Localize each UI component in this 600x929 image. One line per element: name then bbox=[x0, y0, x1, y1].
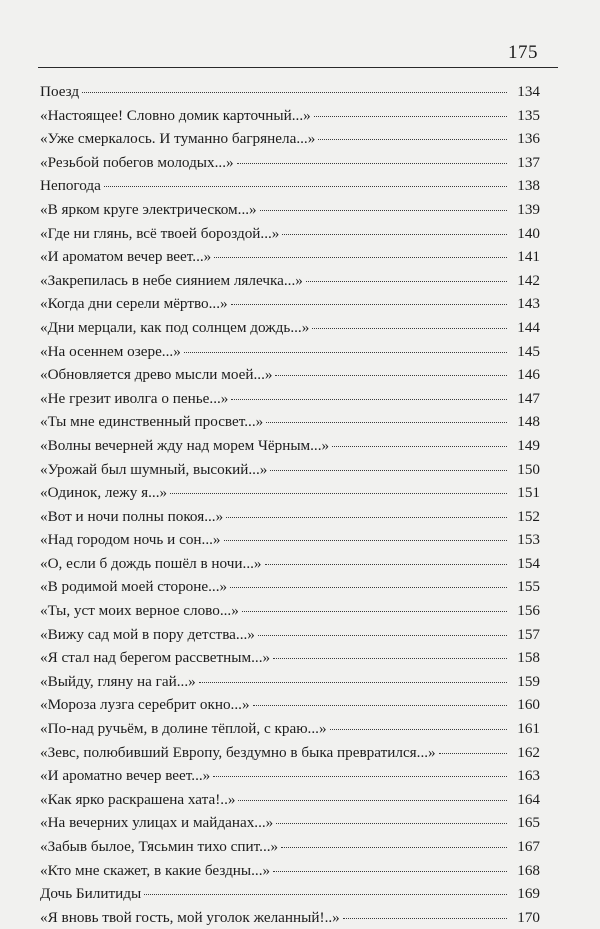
toc-entry bbox=[40, 670, 540, 694]
toc-entry-title: «В родимой моей стороне...» bbox=[40, 578, 228, 596]
toc-entry bbox=[40, 387, 540, 411]
toc-entry-page: 152 bbox=[517, 507, 540, 525]
toc-entry-title: «Над городом ночь и сон...» bbox=[40, 531, 221, 549]
toc-entry bbox=[40, 882, 540, 906]
toc-entry bbox=[40, 599, 540, 623]
toc-entry-page: 141 bbox=[517, 248, 540, 266]
toc-dot-leader bbox=[276, 823, 507, 824]
toc-entry-page: 145 bbox=[517, 342, 540, 360]
header-rule bbox=[38, 67, 558, 68]
toc-entry bbox=[40, 410, 540, 434]
toc-entry bbox=[40, 788, 540, 812]
toc-entry-title: «Вижу сад мой в пору детства...» bbox=[40, 625, 255, 643]
toc-entry bbox=[40, 693, 540, 717]
toc-entry-title: «Как ярко раскрашена хата!..» bbox=[40, 790, 236, 808]
toc-entry bbox=[40, 528, 540, 552]
toc-entry-title: «Вот и ночи полны покоя...» bbox=[40, 507, 224, 525]
toc-dot-leader bbox=[231, 304, 507, 305]
toc-entry-page: 147 bbox=[517, 389, 540, 407]
toc-entry bbox=[40, 458, 540, 482]
toc-entry bbox=[40, 859, 540, 883]
toc-dot-leader bbox=[282, 234, 507, 235]
page-number: 175 bbox=[508, 42, 538, 63]
toc-entry-page: 162 bbox=[517, 743, 540, 761]
toc-dot-leader bbox=[439, 753, 507, 754]
toc-entry-page: 169 bbox=[517, 885, 540, 903]
toc-dot-leader bbox=[330, 729, 507, 730]
toc-entry-title: «Волны вечерней жду над морем Чёрным...» bbox=[40, 436, 330, 454]
toc-entry bbox=[40, 222, 540, 246]
toc-entry-page: 157 bbox=[517, 625, 540, 643]
toc-entry-page: 156 bbox=[517, 602, 540, 620]
toc-entry-page: 168 bbox=[517, 861, 540, 879]
toc-entry-title: «Одинок, лежу я...» bbox=[40, 484, 168, 502]
toc-entry-title: «Забыв былое, Тясьмин тихо спит...» bbox=[40, 838, 279, 855]
toc-entry-title: «Закрепилась в небе сиянием лялечка...» bbox=[40, 271, 303, 289]
toc-entry bbox=[40, 104, 540, 128]
toc-entry bbox=[40, 811, 540, 835]
toc-entry-title: «Кто мне скажет, в какие бездны...» bbox=[40, 861, 271, 879]
toc-entry bbox=[40, 835, 540, 859]
toc-entry-title: «О, если б дождь пошёл в ночи...» bbox=[40, 554, 262, 572]
table-of-contents bbox=[40, 80, 540, 929]
toc-dot-leader bbox=[238, 800, 507, 801]
toc-entry-page: 138 bbox=[517, 177, 540, 195]
toc-entry-title: «На вечерних улицах и майданах...» bbox=[40, 814, 274, 832]
toc-entry-title: «Выйду, гляну на гай...» bbox=[40, 672, 196, 690]
toc-entry-page: 139 bbox=[517, 200, 540, 218]
toc-dot-leader bbox=[237, 163, 507, 164]
toc-entry bbox=[40, 481, 540, 505]
toc-entry bbox=[40, 198, 540, 222]
toc-entry-title: «На осеннем озере...» bbox=[40, 342, 181, 360]
toc-entry bbox=[40, 316, 540, 340]
toc-dot-leader bbox=[281, 847, 507, 848]
toc-dot-leader bbox=[224, 540, 507, 541]
toc-entry-title: «Где ни глянь, всё твоей бороздой...» bbox=[40, 224, 280, 242]
toc-dot-leader bbox=[318, 139, 507, 140]
toc-entry-page: 163 bbox=[517, 767, 540, 785]
toc-dot-leader bbox=[184, 352, 507, 353]
toc-entry bbox=[40, 505, 540, 529]
toc-entry-title: «По-над ручьём, в долине тёплой, с краю...» bbox=[40, 720, 327, 738]
toc-entry-title: «Зевс, полюбивший Европу, бездумно в быка превратился...» bbox=[40, 743, 436, 761]
toc-entry bbox=[40, 151, 540, 175]
toc-entry bbox=[40, 363, 540, 387]
toc-dot-leader bbox=[226, 517, 507, 518]
toc-entry bbox=[40, 623, 540, 647]
toc-entry-page: 153 bbox=[517, 531, 540, 549]
toc-entry-page: 167 bbox=[517, 838, 540, 855]
toc-dot-leader bbox=[258, 635, 507, 636]
toc-dot-leader bbox=[273, 658, 507, 659]
toc-entry-page: 159 bbox=[517, 672, 540, 690]
toc-entry bbox=[40, 340, 540, 364]
toc-entry-page: 137 bbox=[517, 153, 540, 171]
toc-entry-page: 142 bbox=[517, 271, 540, 289]
toc-entry bbox=[40, 575, 540, 599]
toc-entry-page: 161 bbox=[517, 720, 540, 738]
toc-entry-page: 149 bbox=[517, 436, 540, 454]
toc-entry bbox=[40, 245, 540, 269]
toc-entry-page: 150 bbox=[517, 460, 540, 478]
toc-entry bbox=[40, 174, 540, 198]
toc-entry bbox=[40, 80, 540, 104]
toc-entry-title: «В ярком круге электрическом...» bbox=[40, 200, 257, 218]
toc-entry-title: «Когда дни серели мёртво...» bbox=[40, 295, 228, 313]
toc-entry-title: Непогода bbox=[40, 177, 101, 195]
toc-entry-title: «Настоящее! Словно домик карточный...» bbox=[40, 106, 311, 124]
toc-dot-leader bbox=[230, 587, 507, 588]
toc-entry-title: «Дни мерцали, как под солнцем дождь...» bbox=[40, 318, 310, 336]
toc-entry-title: «Я вновь твой гость, мой уголок желанный!..» bbox=[40, 908, 340, 926]
toc-dot-leader bbox=[260, 210, 507, 211]
toc-entry bbox=[40, 434, 540, 458]
toc-entry-title: «И ароматно вечер веет...» bbox=[40, 767, 211, 785]
toc-entry-page: 135 bbox=[517, 106, 540, 124]
toc-entry-page: 134 bbox=[517, 83, 540, 100]
toc-dot-leader bbox=[343, 918, 507, 919]
toc-entry-page: 144 bbox=[517, 318, 540, 336]
toc-entry-title: «Я стал над берегом рассветным...» bbox=[40, 649, 271, 667]
toc-entry-title: «Мороза лузга серебрит окно...» bbox=[40, 696, 250, 714]
toc-entry-title: Дочь Билитиды bbox=[40, 885, 142, 903]
toc-entry-page: 143 bbox=[517, 295, 540, 313]
toc-dot-leader bbox=[144, 894, 507, 895]
toc-entry-page: 170 bbox=[517, 908, 540, 926]
toc-entry bbox=[40, 292, 540, 316]
toc-entry-page: 140 bbox=[517, 224, 540, 242]
toc-entry-page: 136 bbox=[517, 130, 540, 148]
toc-entry-page: 165 bbox=[517, 814, 540, 832]
toc-entry bbox=[40, 741, 540, 765]
toc-entry-title: «Уже смеркалось. И туманно багрянела...» bbox=[40, 130, 316, 148]
toc-dot-leader bbox=[265, 564, 507, 565]
toc-entry-page: 160 bbox=[517, 696, 540, 714]
toc-entry-title: Поезд bbox=[40, 83, 80, 100]
toc-entry bbox=[40, 906, 540, 929]
toc-dot-leader bbox=[332, 446, 507, 447]
toc-dot-leader bbox=[253, 705, 507, 706]
toc-entry bbox=[40, 764, 540, 788]
toc-dot-leader bbox=[266, 422, 507, 423]
toc-entry bbox=[40, 269, 540, 293]
toc-dot-leader bbox=[104, 186, 507, 187]
toc-entry bbox=[40, 717, 540, 741]
toc-dot-leader bbox=[275, 375, 507, 376]
toc-dot-leader bbox=[270, 470, 507, 471]
toc-entry-page: 164 bbox=[517, 790, 540, 808]
toc-entry-title: «Ты мне единственный просвет...» bbox=[40, 413, 264, 431]
toc-dot-leader bbox=[170, 493, 507, 494]
toc-entry-title: «Ты, уст моих верное слово...» bbox=[40, 602, 239, 620]
toc-dot-leader bbox=[82, 92, 507, 93]
toc-entry-title: «Урожай был шумный, высокий...» bbox=[40, 460, 268, 478]
toc-entry-page: 158 bbox=[517, 649, 540, 667]
toc-entry bbox=[40, 646, 540, 670]
toc-dot-leader bbox=[214, 257, 507, 258]
toc-dot-leader bbox=[242, 611, 507, 612]
toc-dot-leader bbox=[306, 281, 507, 282]
toc-entry bbox=[40, 127, 540, 151]
toc-entry-title: «Резьбой побегов молодых...» bbox=[40, 153, 234, 171]
toc-entry bbox=[40, 552, 540, 576]
toc-dot-leader bbox=[314, 116, 507, 117]
toc-entry-title: «Обновляется древо мысли моей...» bbox=[40, 366, 273, 384]
toc-entry-page: 148 bbox=[517, 413, 540, 431]
toc-dot-leader bbox=[199, 682, 507, 683]
toc-entry-title: «И ароматом вечер веет...» bbox=[40, 248, 212, 266]
toc-dot-leader bbox=[273, 871, 507, 872]
toc-dot-leader bbox=[312, 328, 507, 329]
toc-entry-page: 146 bbox=[517, 366, 540, 384]
toc-entry-page: 155 bbox=[517, 578, 540, 596]
toc-entry-page: 154 bbox=[517, 554, 540, 572]
toc-entry-page: 151 bbox=[517, 484, 540, 502]
toc-dot-leader bbox=[231, 399, 507, 400]
toc-entry-title: «Не грезит иволга о пенье...» bbox=[40, 389, 229, 407]
toc-dot-leader bbox=[213, 776, 507, 777]
